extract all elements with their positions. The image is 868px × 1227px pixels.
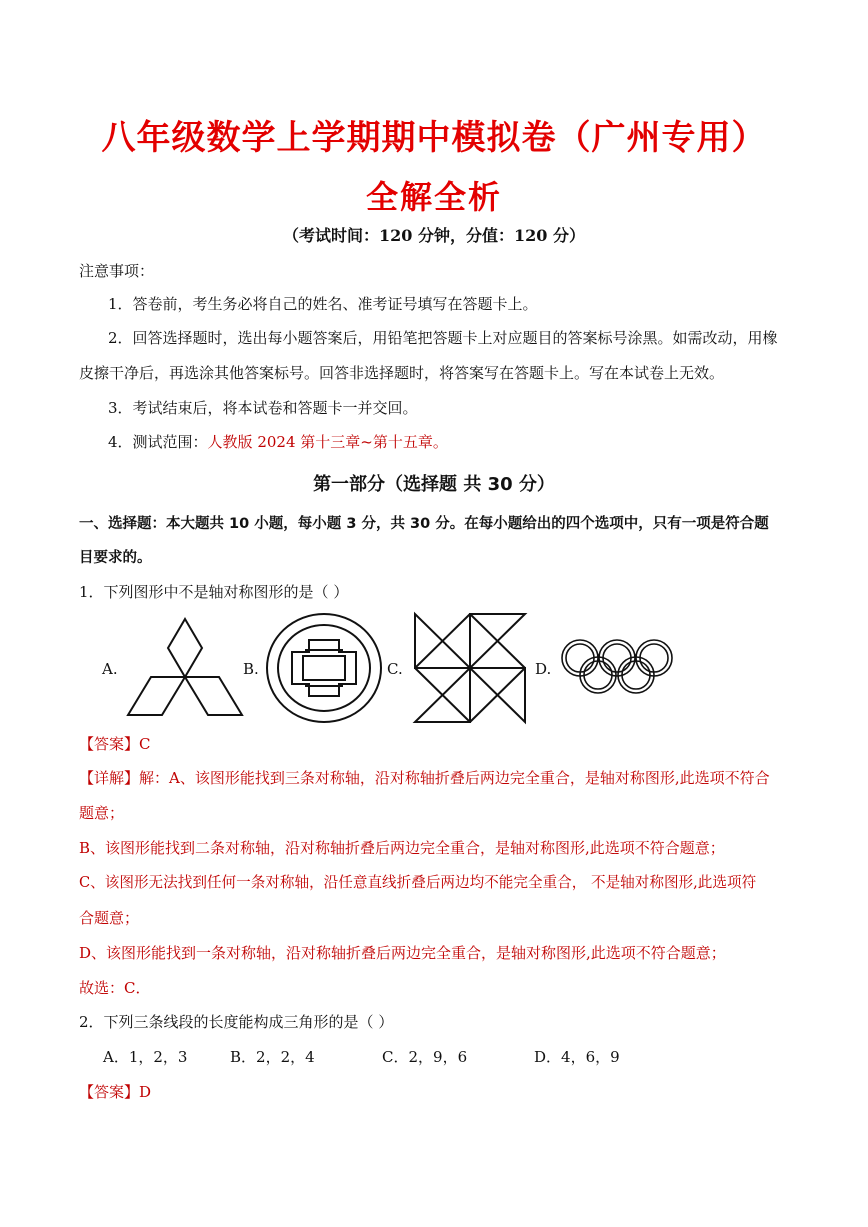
q1-detail-line1: [79, 767, 770, 789]
notes-heading: 注意事项：: [79, 262, 155, 280]
q1-stem: 1．下列图形中不是轴对称图形的是（ ）: [79, 583, 349, 601]
q1-detail-line3: B、该图形能找到二条对称轴，沿对称轴折叠后两边完全重合，是轴对称图形,此选项不符合题意；: [79, 839, 725, 857]
note-item-1: 1．答卷前，考生务必将自己的姓名、准考证号填写在答题卡上。: [108, 295, 538, 313]
q2-option-b: B．2，2，4: [230, 1048, 315, 1066]
q2-stem: 2．下列三条线段的长度能构成三角形的是（ ）: [79, 1013, 394, 1031]
note-item-2: 2．回答选择题时，选出每小题答案后，用铅笔把答题卡上对应题目的答案标号涂黑。如需改动，用橡: [108, 329, 778, 347]
q1-option-b-label: B.: [243, 660, 259, 678]
page-subtitle: 全解全析: [365, 178, 502, 216]
q1-detail-line2: 题意；: [79, 804, 125, 822]
olympic-rings-figure-icon: [560, 637, 674, 697]
q1-answer: 【答案】C: [79, 735, 151, 753]
section-title: 第一部分（选择题 共 30 分）: [313, 474, 555, 495]
note-item-2-cont: 皮擦干净后，再选涂其他答案标号。回答非选择题时，将答案写在答题卡上。写在本试卷上无效。: [79, 364, 725, 382]
section-intro-line1: 一、选择题：本大题共 10 小题，每小题 3 分，共 30 分。在每小题给出的四个选项中，只有一项是符合题: [79, 516, 769, 532]
q1-option-c-label: C.: [387, 660, 403, 678]
mitsubishi-figure-icon: [126, 617, 244, 717]
note-item-4: [108, 431, 448, 453]
q1-option-d-label: D.: [535, 660, 552, 678]
q2-option-d: D．4，6，9: [534, 1048, 620, 1066]
q2-option-a: A．1，2，3: [103, 1048, 188, 1066]
pinwheel-figure-icon: [413, 612, 527, 724]
q1-detail-line5: 合题意；: [79, 909, 140, 927]
q1-detail-line4: C、该图形无法找到任何一条对称轴，沿任意直线折叠后两边均不能完全重合， 不是轴对称图形,此选项符: [79, 874, 757, 891]
q2-option-c: C．2，9，6: [382, 1048, 468, 1066]
q2-answer: 【答案】D: [79, 1083, 152, 1101]
exam-info: （考试时间：120 分钟，分值：120 分）: [283, 226, 585, 245]
q1-detail-text: 解：A、该图形能找到三条对称轴，沿对称轴折叠后两边完全重合，是轴对称图形,此选项不符合: [139, 769, 770, 787]
q1-detail-line6: D、该图形能找到一条对称轴，沿对称轴折叠后两边完全重合，是轴对称图形,此选项不符合题意；: [79, 944, 726, 962]
coin-figure-icon: [265, 612, 383, 724]
section-intro-line2: 目要求的。: [79, 550, 152, 566]
scope-label: 4．测试范围：: [108, 433, 208, 451]
page-title: 八年级数学上学期期中模拟卷（广州专用）: [101, 118, 767, 158]
q1-detail-tag: 【详解】: [79, 769, 140, 787]
scope-value: 人教版 2024 第十三章~第十五章。: [207, 433, 448, 451]
q1-detail-line7: 故选：C．: [79, 979, 151, 997]
note-item-3: 3．考试结束后，将本试卷和答题卡一并交回。: [108, 399, 418, 417]
q1-option-a-label: A.: [102, 660, 118, 678]
